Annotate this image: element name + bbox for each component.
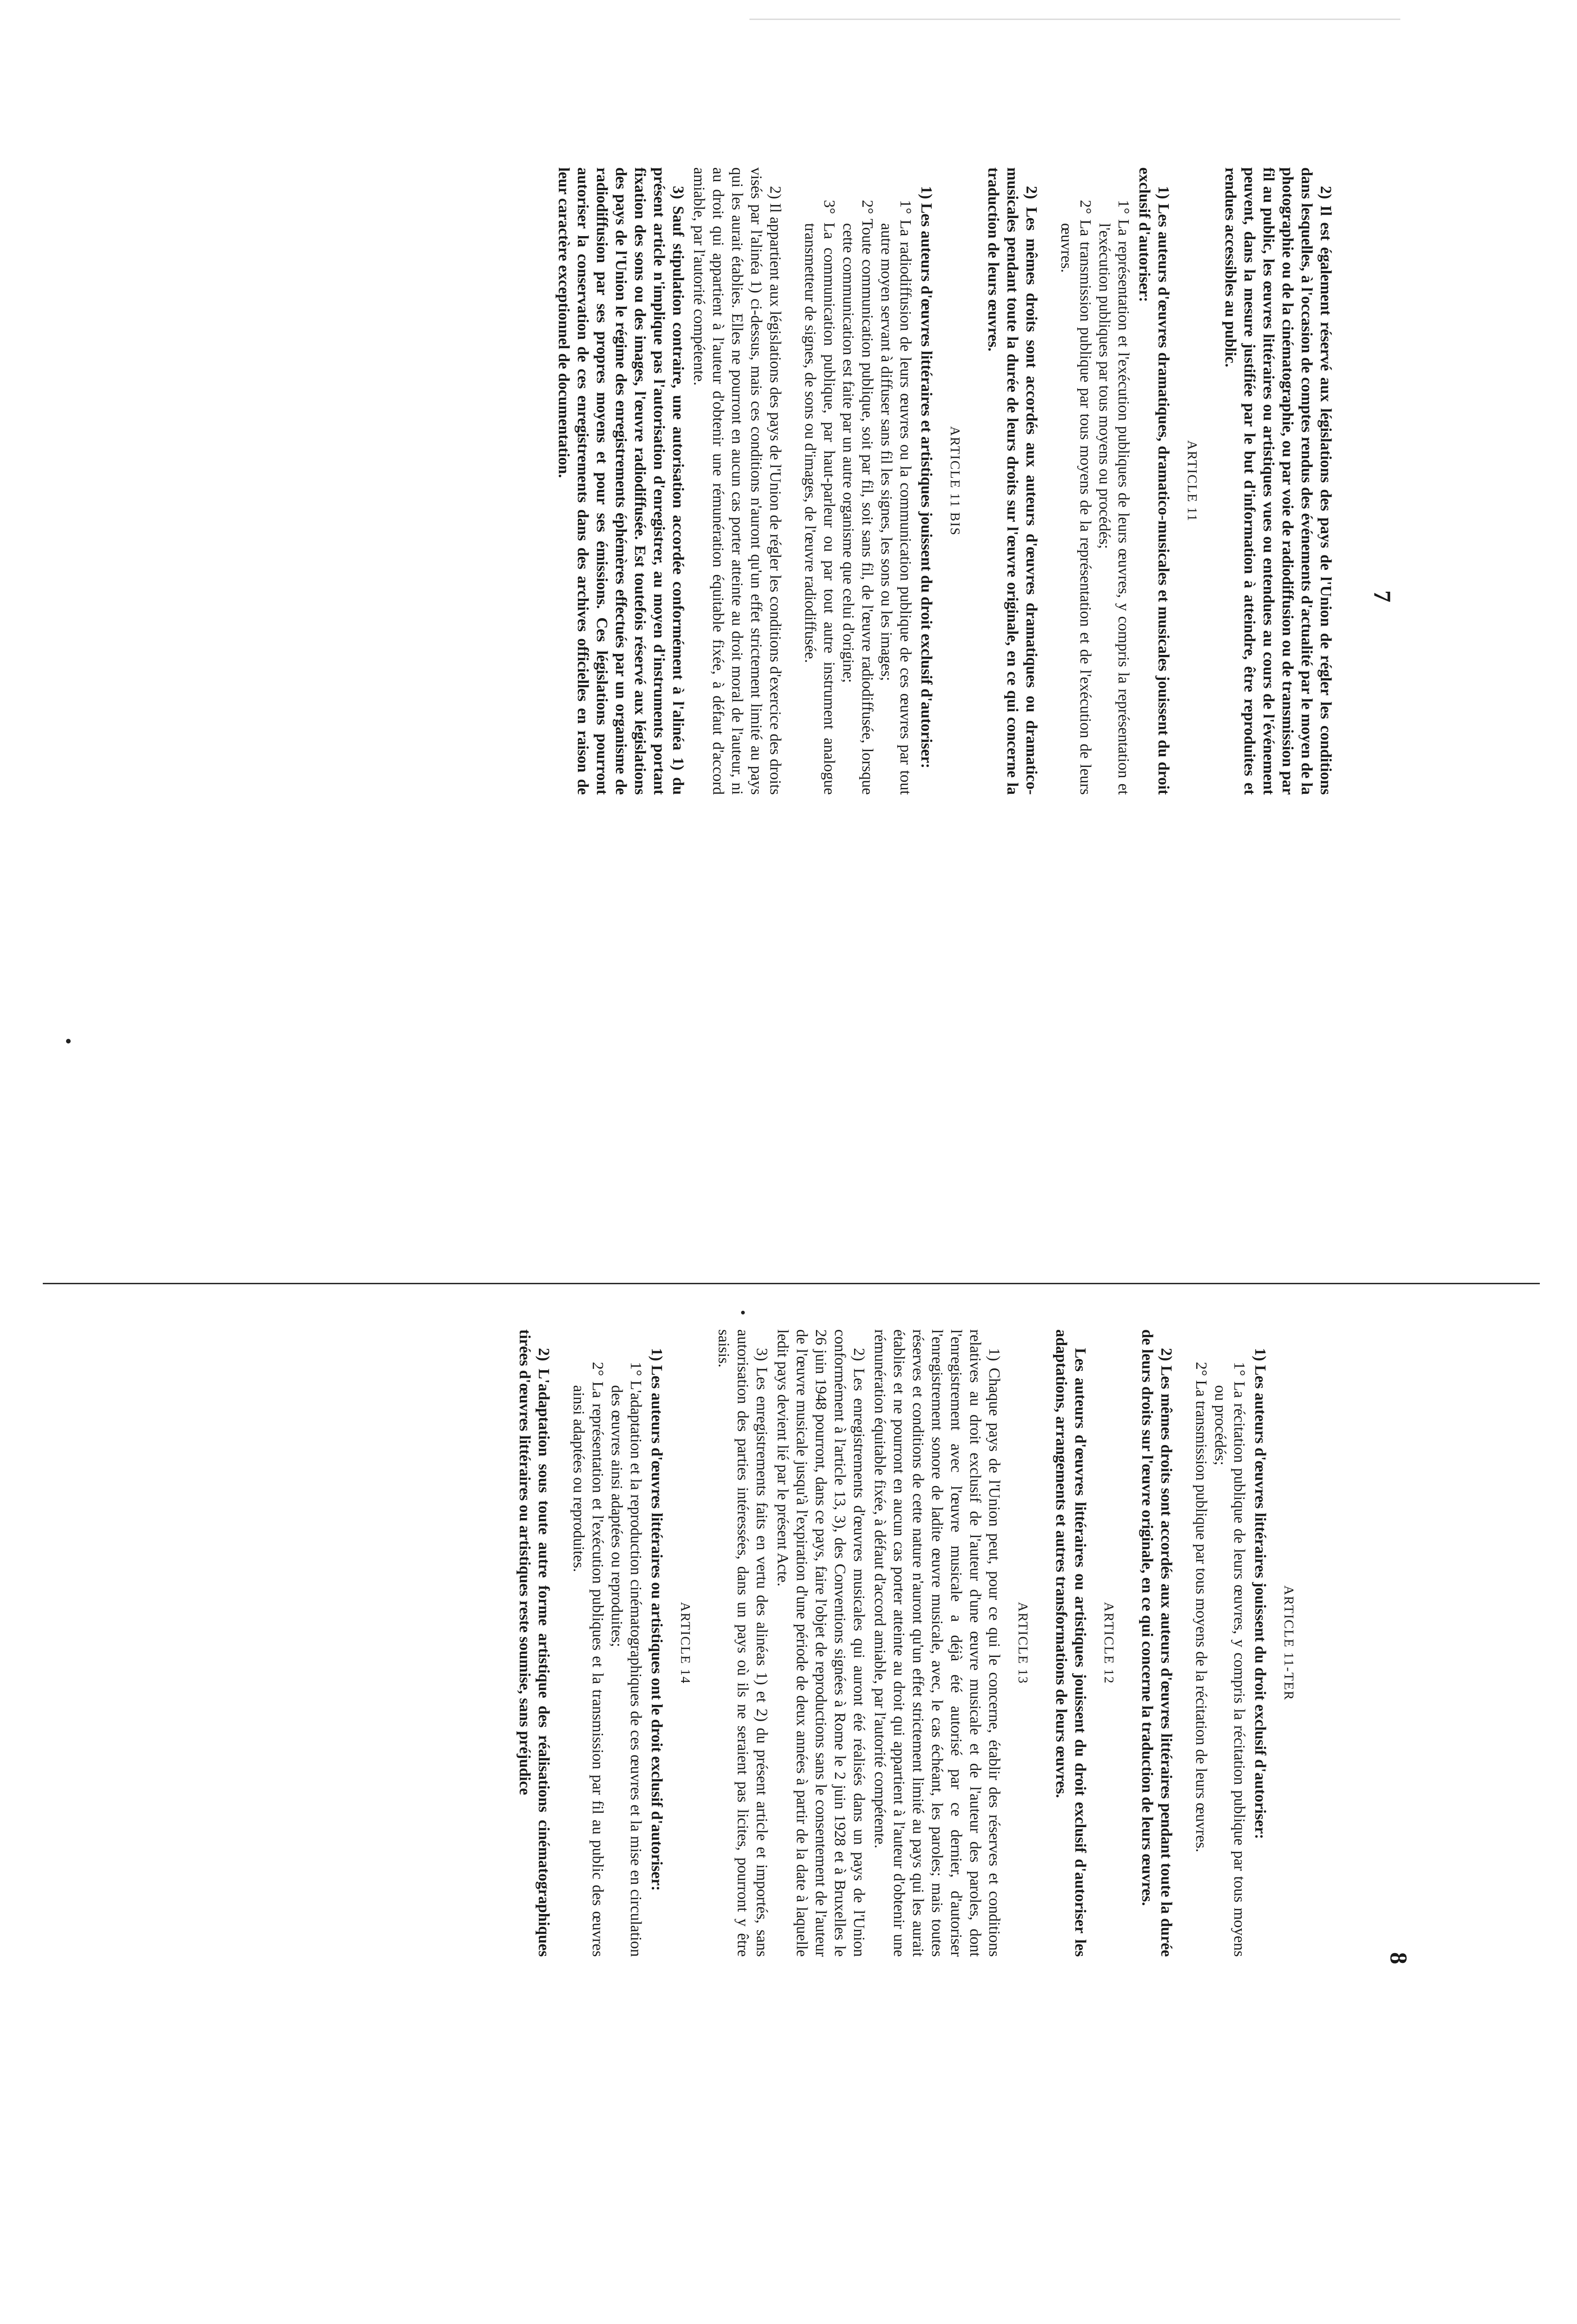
article-11bis-para-1: 1) Les auteurs d'œuvres littéraires et artistiques jouissent du droit exclusif d'autoriser: — [918, 186, 935, 769]
scan-edge-mark — [749, 19, 1400, 20]
article-11ter-heading: ARTICLE 11-TER — [1281, 1585, 1296, 1701]
article-13-para-3: 3) Les enregistrements faits en vertu des alinéas 1) et 2) du présent article et importés, sans autorisation des parties intéressées, dans un pays où ils ne seraient pas licites, pourront y être saisis. — [715, 1329, 770, 1957]
article-11ter-para-2: 2) Les mêmes droits sont accordés aux auteurs d'œuvres littéraires pendant toute la durée de leurs droits sur l'œuvre originale, en ce qui concerne la traduction de leurs œuvres. — [1139, 1329, 1175, 1957]
article-11ter-para-1: 1) Les auteurs d'œuvres littéraires jouissent du droit exclusif d'autoriser: — [1252, 1348, 1269, 1839]
article-14-para-2: 2) L'adaptation sous toute autre forme artistique des réalisations cinématographiques tirées d'œuvres littéraires ou artistiques reste soumise, sans préjudice — [516, 1329, 552, 1957]
article-14-para-1: 1) Les auteurs d'œuvres littéraires ou artistiques ont le droit exclusif d'autoriser: — [648, 1348, 665, 1891]
article-13-para-2: 2) Les enregistrements d'œuvres musicales qui auront été réalisés dans un pays de l'Union conformément à l'article 13, 3), des Conventions signées à Rome le 2 juin 1928 et à Bruxelles le 26 juin 1948 pourront, dans ce pays, faire l'objet de reproductions sans le consentement de l'auteur de l'œuvre musicale jusqu'à l'expiration d'une période de deux années à partir de la date à laquelle ledit pays devient lié par le présent Acte. — [774, 1329, 868, 1957]
article-11ter-list — [1192, 1329, 1249, 1957]
article-11-heading: ARTICLE 11 — [1185, 440, 1199, 522]
list-item: 3° La communication publique, par haut-parleur ou par tout autre instrument analogue transmetteur de signes, de sons ou d'images, de l'œuvre radiodiffusée. — [802, 200, 838, 795]
list-item: 1° La radiodiffusion de leurs œuvres ou la communication publique de ces œuvres par tout autre moyen servant à diffuser sans fil les signes, les sons ou les images; — [878, 200, 914, 795]
article-11bis-heading: ARTICLE 11 BIS — [948, 426, 962, 536]
list-item: 2° La transmission publique par tous moyens de la représentation et de l'exécution de leurs œuvres. — [1058, 200, 1094, 795]
article-11-para-2: 2) Les mêmes droits sont accordés aux auteurs d'œuvres dramatiques ou dramatico-musicales pendant toute la durée de leurs droits sur l'œuvre originale, en ce qui concerne la traduction de leurs œuvres. — [985, 167, 1040, 795]
intro-paragraph: 2) Il est également réservé aux législations des pays de l'Union de régler les conditions dans lesquelles, à l'occasion de comptes rendus des événements d'actualité par le moyen de la photographie ou de la cinématographie, ou par voie de radiodiffusion ou de transmission par fil au public, les œuvres littéraires ou artistiques vues ou entendues au cours de l'événement peuvent, dans la mesure justifiée par le but d'information à atteindre, être reproduites et rendues accessibles au public. — [1222, 167, 1334, 795]
article-11bis-para-3: 3) Sauf stipulation contraire, une autorisation accordée conformément à l'alinéa 1) du présent article n'implique pas l'autorisation d'enregistrer, au moyen d'instruments portant fixation des sons ou des images, l'œuvre radiodiffusée. Est toutefois réservé aux législations des pays de l'Union le régime des enregistrements éphémères effectués par un organisme de radiodiffusion par ses propres moyens et pour ses émissions. Ces législations pourront autoriser la conservation de ces enregistrements dans des archives officielles en raison de leur caractère exceptionnel de documentation. — [555, 167, 687, 795]
article-13-para-1: 1) Chaque pays de l'Union peut, pour ce qui le concerne, établir des réserves et conditions relatives au droit exclusif de l'auteur d'une œuvre musicale et de l'auteur des paroles, dont l'enregistrement avec l'œuvre musicale a déjà été autorisé par ce dernier, d'autoriser l'enregistrement sonore de ladite œuvre musicale, avec, le cas échéant, les paroles; mais toutes réserves et conditions de cette nature n'auront qu'un effet strictement limité au pays qui les aurait établies et ne pourront en aucun cas porter atteinte au droit qui appartient à l'auteur d'obtenir une rémunération équitable fixée, à défaut d'accord amiable, par l'autorité compétente. — [871, 1329, 1003, 1957]
list-item: 2° La représentation et l'exécution publiques et la transmission par fil au public des œuvres ainsi adaptées ou reproduites. — [570, 1362, 606, 1957]
article-14-heading: ARTICLE 14 — [678, 1602, 693, 1684]
article-11bis-para-2: 2) Il appartient aux législations des pays de l'Union de régler les conditions d'exercice des droits visés par l'alinéa 1) ci-dessus, mais ces conditions n'auront qu'un effet strictement limité au pays qui les aurait établies. Elles ne pourront en aucun cas porter atteinte au droit moral de l'auteur, ni au droit qui appartient à l'auteur d'obtenir une rémunération équitable fixée, à défaut d'accord amiable, par l'autorité compétente. — [690, 167, 784, 795]
article-12-heading: ARTICLE 12 — [1101, 1602, 1116, 1684]
page-number-left: 7 — [1369, 590, 1395, 602]
list-item: 2° Toute communication publique, soit par fil, soit sans fil, de l'œuvre radiodiffusée, lorsque cette communication est faite par un autre organisme que celui d'origine; — [840, 200, 876, 795]
list-item: 1° L'adaptation et la reproduction cinématographiques de ces œuvres et la mise en circulation des œuvres ainsi adaptées ou reproduites; — [608, 1362, 644, 1957]
article-11-list — [1057, 167, 1133, 795]
article-11bis-list — [801, 167, 915, 795]
article-12-para-1: Les auteurs d'œuvres littéraires ou artistiques jouissent du droit exclusif d'autoriser les adaptations, arrangements et autres transformations de leurs œuvres. — [1053, 1329, 1089, 1957]
page-number-right: 8 — [1385, 1952, 1411, 1964]
scan-speck — [66, 1039, 71, 1043]
page-fold-line — [43, 1283, 1540, 1284]
right-page-column — [513, 1329, 1298, 1957]
scan-speck — [741, 1311, 745, 1314]
article-13-heading: ARTICLE 13 — [1015, 1602, 1030, 1684]
article-14-list — [569, 1329, 645, 1957]
list-item: 1° La récitation publique de leurs œuvres, y compris la récitation publique par tous moyens ou procédés; — [1212, 1362, 1248, 1957]
list-item: 1° La représentation et l'exécution publiques de leurs œuvres, y compris la représentation et l'exécution publiques par tous moyens ou procédés; — [1096, 200, 1132, 795]
article-11-para-1: 1) Les auteurs d'œuvres dramatiques, dramatico-musicales et musicales jouissent du droit exclusif d'autoriser: — [1136, 167, 1172, 795]
list-item: 2° La transmission publique par tous moyens de la récitation de leurs œuvres. — [1193, 1362, 1210, 1853]
left-page-column — [552, 167, 1335, 795]
